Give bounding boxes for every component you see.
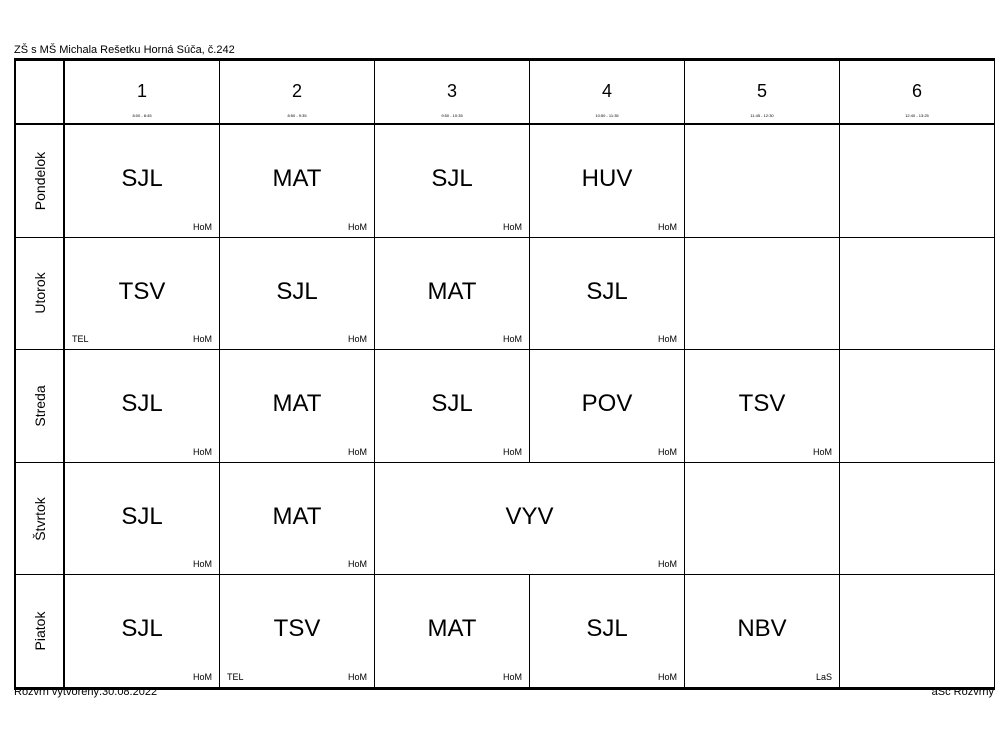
lesson-teacher: LaS [815,671,832,682]
lesson-cell [685,575,840,688]
lesson-teacher: HoM [657,446,677,457]
period-time: 12:40 - 13:25 [905,113,929,118]
period-time: 8:50 - 9:35 [287,113,307,118]
lesson-subject: MAT [272,502,322,530]
lesson-cell [685,350,840,463]
lesson-teacher: HoM [657,221,677,232]
lesson-subject: MAT [272,390,322,418]
lesson-cell [220,350,375,463]
lesson-teacher: HoM [192,334,212,345]
day-label: Utorok [31,272,48,315]
period-time: 11:45 - 12:30 [750,113,774,118]
lesson-cell [220,238,375,351]
period-header [220,61,375,125]
period-number: 5 [756,81,767,101]
lesson-subject: HUV [581,165,633,192]
empty-cell [840,350,995,463]
lesson-teacher: HoM [657,334,677,345]
lesson-cell [530,350,685,463]
lesson-subject: TSV [118,277,166,305]
period-header [840,61,995,125]
empty-cell [685,238,840,351]
period-header [530,61,685,125]
period-time: 10:50 - 11:35 [595,113,619,118]
period-number: 2 [291,81,302,101]
lesson-subject: MAT [427,615,477,643]
day-label: Piatok [31,611,48,651]
lesson-subject: MAT [427,277,477,305]
lesson-teacher: HoM [502,221,522,232]
day-label: Pondelok [31,151,48,210]
empty-cell [685,463,840,576]
lesson-cell [375,463,685,576]
day-header [16,350,65,463]
lesson-teacher: HoM [192,446,212,457]
created-date: Rozvrh vytvorený:30.08.2022 [14,686,158,698]
day-header [16,463,65,576]
lesson-teacher: HoM [347,559,367,570]
period-number: 1 [136,81,147,101]
lesson-cell [375,350,530,463]
lesson-teacher: HoM [347,334,367,345]
lesson-teacher: HoM [502,671,522,682]
period-header [375,61,530,125]
lesson-subject: SJL [586,615,628,643]
lesson-cell [220,125,375,238]
lesson-subject: SJL [431,390,473,418]
lesson-cell [65,125,220,238]
day-header [16,125,65,238]
lesson-teacher: HoM [347,221,367,232]
lesson-cell [530,125,685,238]
lesson-subject: VYV [505,502,554,530]
lesson-teacher: HoM [347,671,367,682]
day-label: Streda [31,385,48,427]
period-number: 6 [911,81,922,101]
period-number: 3 [446,81,457,101]
lesson-cell [65,575,220,688]
lesson-subject: TSV [273,615,321,643]
period-time: 8:00 - 8:45 [132,113,152,118]
empty-cell [840,238,995,351]
lesson-teacher: HoM [657,559,677,570]
lesson-subject: SJL [586,277,628,305]
lesson-subject: POV [581,390,633,418]
empty-cell [840,463,995,576]
lesson-subject: SJL [121,390,163,418]
lesson-subject: MAT [272,165,322,192]
generator-label: aSc Rozvrhy [931,686,994,698]
lesson-teacher: HoM [502,334,522,345]
lesson-subject: SJL [276,277,318,305]
lesson-cell [220,463,375,576]
period-time: 9:50 - 10:35 [441,113,463,118]
lesson-teacher: HoM [657,671,677,682]
lesson-cell [530,575,685,688]
lesson-cell [375,125,530,238]
lesson-teacher: HoM [812,446,832,457]
lesson-teacher: HoM [347,446,367,457]
lesson-cell [65,350,220,463]
lesson-subject: SJL [121,502,163,530]
period-number: 4 [601,81,612,101]
period-header [685,61,840,125]
lesson-teacher: HoM [192,559,212,570]
lesson-subject: TSV [738,390,786,418]
lesson-teacher: HoM [192,221,212,232]
lesson-subject: NBV [737,615,787,643]
lesson-cell [65,238,220,351]
lesson-cell [65,463,220,576]
period-header [65,61,220,125]
lesson-subject: SJL [121,165,163,192]
lesson-teacher: HoM [502,446,522,457]
lesson-subject: SJL [121,615,163,643]
lesson-subject: SJL [431,165,473,192]
empty-cell [685,125,840,238]
lesson-room: TEL [227,671,244,682]
empty-cell [840,575,995,688]
lesson-cell [375,575,530,688]
lesson-cell [375,238,530,351]
timetable-grid [14,58,995,690]
empty-cell [840,125,995,238]
lesson-cell [220,575,375,688]
lesson-room: TEL [72,334,89,345]
corner-cell [16,61,65,125]
lesson-cell [530,238,685,351]
day-header [16,575,65,688]
day-header [16,238,65,351]
day-label: Štvrtok [31,496,48,541]
school-name: ZŠ s MŠ Michala Rešetku Horná Súča, č.242 [14,44,235,56]
lesson-teacher: HoM [192,671,212,682]
